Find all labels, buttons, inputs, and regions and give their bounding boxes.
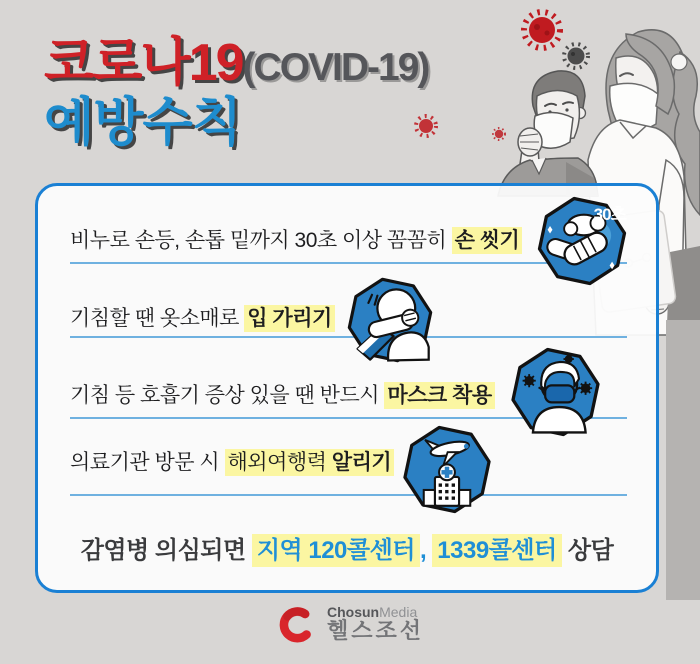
cough-into-sleeve-icon: [345, 275, 435, 365]
footer-logo: [0, 601, 700, 647]
brand-text: [327, 605, 424, 643]
virus-icon: [491, 126, 507, 142]
hotline-separator: ,: [419, 537, 433, 564]
rule-text: 기침할 땐 옷소매로: [70, 307, 245, 330]
hotline-text: [38, 530, 656, 565]
handwash-icon: [534, 194, 630, 288]
virus-icon: [558, 38, 594, 74]
brand-chosun: Chosun: [326, 603, 380, 620]
rule-mask: [70, 379, 495, 409]
title-korean: 코로나19: [44, 34, 243, 92]
hotline-1339-callcenter: 1339콜센터: [432, 534, 561, 567]
brand-health-chosun: 헬스조선: [326, 617, 424, 643]
rule-travel-history: [70, 446, 394, 476]
rule-handwash: [70, 224, 522, 254]
rule-highlight-bold: 알리기: [331, 451, 392, 474]
title-line1: [44, 34, 428, 92]
30-seconds-badge: 30초: [593, 205, 626, 224]
rule-highlight: 해외여행력: [227, 451, 332, 474]
divider: [70, 494, 627, 496]
rule-text: 의료기관 방문 시: [70, 451, 225, 474]
hotline-lead: 감염병 의심되면: [80, 537, 252, 564]
page-title: [44, 34, 428, 152]
brand-media: Media: [379, 603, 418, 620]
rule-text: 비누로 손등, 손톱 밑까지 30초 이상 꼼꼼히: [70, 229, 452, 252]
rule-highlight-bold: 마스크 착용: [387, 384, 492, 407]
rule-text: 기침 등 호흡기 증상 있을 땐 반드시: [70, 384, 385, 407]
brand-en: [327, 605, 424, 619]
rule-cough-sleeve: [70, 302, 335, 332]
hotline-120-callcenter: 지역 120콜센터: [252, 534, 420, 567]
title-sub: 예방수칙: [44, 94, 241, 153]
face-mask-icon: [508, 345, 603, 439]
title-english: (COVID-19): [242, 46, 429, 89]
chosun-logo-icon: [276, 601, 318, 647]
rule-highlight-bold: 입 가리기: [247, 307, 332, 330]
airplane-hospital-icon: [400, 423, 494, 516]
rule-highlight-bold: 손 씻기: [454, 229, 520, 252]
hotline-tail: 상담: [561, 537, 614, 564]
